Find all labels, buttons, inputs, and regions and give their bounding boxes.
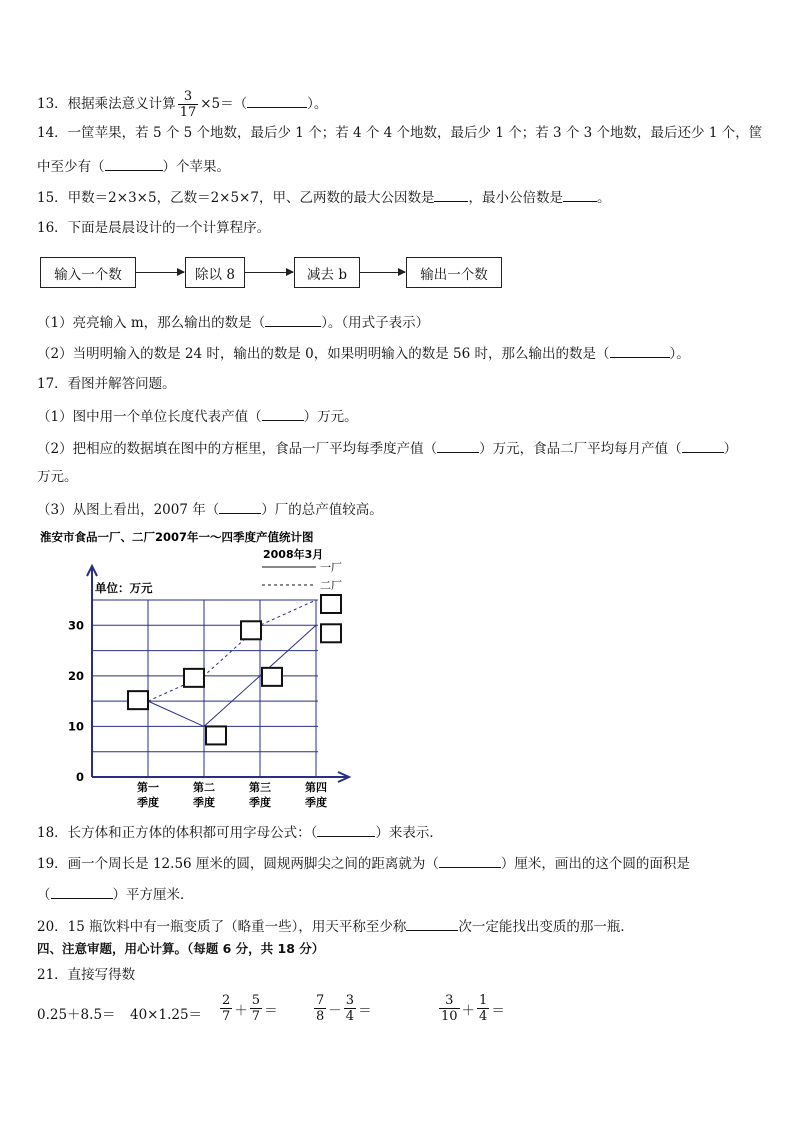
- question-14-line-2: [37, 156, 230, 176]
- q16-p1-text-a: （1）亮亮输入 m，那么输出的数是（: [37, 315, 266, 331]
- question-16-part-2: [37, 343, 690, 363]
- answer-blank[interactable]: [434, 187, 468, 202]
- question-14-line-1: 14．一筐苹果，若 5 个 5 个地数，最后少 1 个；若 4 个 4 个地数，最后少 1 个；若 3 个 3 个地数，最后还少 1 个，筐: [37, 125, 763, 141]
- operator: －: [328, 1002, 342, 1019]
- question-20: [37, 916, 634, 936]
- question-17-part-2: [37, 438, 737, 458]
- q17-p2-text-c: ）: [723, 441, 738, 457]
- data-label-box: [241, 621, 261, 639]
- answer-blank[interactable]: [610, 343, 670, 358]
- fraction: [477, 993, 489, 1024]
- fraction-denominator: 8: [316, 1009, 325, 1024]
- fraction: [178, 89, 199, 120]
- q14-text-b: ）个苹果。: [162, 159, 230, 175]
- fraction: [439, 993, 460, 1024]
- fraction-denominator: 4: [345, 1009, 355, 1024]
- q19-text-c: （: [37, 887, 51, 903]
- data-label-box: [184, 669, 204, 687]
- data-label-box: [206, 726, 226, 744]
- x-tick-label: 第一: [137, 781, 159, 794]
- fraction: [344, 993, 356, 1024]
- fraction-denominator: 7: [251, 1009, 261, 1024]
- q13-text-c: ）。: [307, 96, 328, 112]
- data-label-box: [262, 668, 282, 686]
- x-tick-label: 季度: [249, 796, 271, 809]
- question-17-part-1: [37, 406, 358, 426]
- fraction-denominator: 4: [479, 1009, 488, 1024]
- answer-blank[interactable]: [265, 312, 321, 327]
- flow-arrow: [136, 272, 184, 273]
- answer-blank[interactable]: [439, 853, 501, 868]
- x-tick-label: 第二: [193, 781, 215, 794]
- q19-text-b: ）厘米，画出的这个圆的面积是: [500, 856, 690, 872]
- equals-sign: ＝: [264, 1002, 278, 1019]
- question-13: [37, 89, 327, 120]
- q17-p1-text-a: （1）图中用一个单位长度代表产值（: [37, 409, 262, 425]
- line-chart: [0, 525, 794, 815]
- fraction: [250, 993, 262, 1024]
- legend-label-1: 一厂: [320, 561, 342, 574]
- q15-text-c: 。: [596, 190, 611, 206]
- equals-sign: ＝: [358, 1002, 372, 1019]
- flow-arrow: [245, 272, 293, 273]
- x-tick-label: 第四: [305, 781, 327, 794]
- q18-text-a: 18．长方体和正方体的体积都可用字母公式：（: [37, 825, 318, 841]
- fraction-denominator: 17: [179, 105, 197, 120]
- q16-p2-text-a: （2）当明明输入的数是 24 时，输出的数是 0，如果明明输入的数是 56 时，那么输出的数是（: [37, 346, 610, 362]
- q15-text-b: ，最小公倍数是: [468, 190, 563, 206]
- y-tick-label: 30: [67, 618, 84, 633]
- operator: ＋: [461, 1002, 476, 1019]
- equals-sign: ＝: [491, 1002, 505, 1019]
- answer-blank[interactable]: [247, 93, 307, 108]
- flow-box-subtract: 减去 b: [294, 257, 360, 288]
- fraction-denominator: 7: [222, 1009, 231, 1024]
- calc-item-4: [312, 993, 372, 1024]
- data-label-box: [321, 624, 341, 642]
- q14-text-a: 中至少有（: [37, 159, 105, 175]
- fraction-numerator: 1: [479, 993, 488, 1008]
- question-17-title: 17．看图并解答问题。: [37, 376, 176, 392]
- answer-blank[interactable]: [219, 499, 261, 514]
- answer-blank[interactable]: [437, 438, 479, 453]
- q13-text: 13．根据乘法意义计算: [37, 96, 176, 112]
- q17-p1-text-b: ）万元。: [303, 409, 358, 425]
- x-tick-label: 季度: [137, 796, 159, 809]
- fraction-numerator: 3: [183, 89, 193, 104]
- q16-p2-text-b: ）。: [669, 346, 690, 362]
- fraction: [314, 993, 326, 1024]
- question-17-part-2-cont: 万元。: [37, 469, 78, 485]
- flow-box-divide: 除以 8: [185, 257, 245, 288]
- question-21-title: 21．直接写得数: [37, 967, 136, 983]
- fraction-numerator: 3: [445, 993, 454, 1008]
- answer-blank[interactable]: [262, 406, 304, 421]
- q18-text-b: ）来表示．: [375, 825, 443, 841]
- question-16-part-1: [37, 312, 429, 332]
- q13-text-b: ×5＝（: [200, 96, 248, 112]
- chart-subtitle: 2008年3月: [263, 548, 324, 561]
- fraction-numerator: 5: [251, 993, 261, 1008]
- q19-text-a: 19．画一个周长是 12.56 厘米的圆，圆规两脚尖之间的距离就为（: [37, 856, 439, 872]
- legend-label-2: 二厂: [320, 579, 342, 592]
- y-tick-label: 0: [75, 770, 84, 784]
- calc-item-1: 0.25＋8.5＝: [37, 1007, 116, 1023]
- x-tick-label: 季度: [193, 796, 215, 809]
- question-18: [37, 822, 443, 842]
- q17-p2-text-a: （2）把相应的数据填在图中的方框里，食品一厂平均每季度产值（: [37, 441, 438, 457]
- answer-blank[interactable]: [406, 916, 458, 931]
- q20-text-a: 20．15 瓶饮料中有一瓶变质了（略重一些），用天平称至少称: [37, 919, 407, 935]
- calc-item-3: [218, 993, 278, 1024]
- flow-box-input: 输入一个数: [40, 257, 136, 288]
- calc-item-2: 40×1.25＝: [130, 1007, 203, 1023]
- q17-p3-text-b: ）厂的总产值较高。: [261, 502, 383, 518]
- question-19-line-1: [37, 853, 690, 873]
- fraction-numerator: 2: [222, 993, 231, 1008]
- question-15: [37, 187, 610, 207]
- y-tick-label: 10: [67, 719, 84, 734]
- q20-text-b: 次一定能找出变质的那一瓶．: [458, 919, 634, 935]
- answer-blank[interactable]: [563, 187, 597, 202]
- fraction-numerator: 3: [345, 993, 355, 1008]
- q16-p1-text-b: ）。（用式子表示）: [321, 315, 430, 331]
- fraction-denominator: 10: [441, 1009, 458, 1024]
- data-label-box: [321, 595, 341, 613]
- calc-item-5: [437, 993, 505, 1024]
- q19-text-d: ）平方厘米．: [112, 887, 194, 903]
- q17-p3-text-a: （3）从图上看出，2007 年（: [37, 502, 220, 518]
- data-label-box: [128, 691, 148, 709]
- operator: ＋: [234, 1002, 248, 1019]
- answer-blank[interactable]: [105, 156, 163, 171]
- question-16-title: 16．下面是晨晨设计的一个计算程序。: [37, 220, 271, 236]
- q17-p2-text-b: ）万元，食品二厂平均每月产值（: [479, 441, 682, 457]
- answer-blank[interactable]: [317, 822, 375, 837]
- flow-box-output: 输出一个数: [406, 257, 502, 288]
- question-17-part-3: [37, 499, 383, 519]
- fraction: [220, 993, 232, 1024]
- x-tick-label: 第三: [249, 781, 271, 794]
- question-19-line-2: [37, 884, 194, 904]
- fraction-numerator: 7: [316, 993, 325, 1008]
- answer-blank[interactable]: [682, 438, 724, 453]
- answer-blank[interactable]: [51, 884, 113, 899]
- q15-text-a: 15．甲数＝2×3×5，乙数＝2×5×7，甲、乙两数的最大公因数是: [37, 190, 435, 206]
- x-tick-label: 季度: [305, 796, 327, 809]
- y-tick-label: 20: [67, 668, 84, 683]
- chart-title: 淮安市食品一厂、二厂2007年一～四季度产值统计图: [40, 530, 314, 544]
- y-axis-label: 单位：万元: [95, 581, 153, 595]
- section-heading: 四、注意审题，用心计算。（每题 6 分，共 18 分）: [37, 941, 325, 956]
- flow-arrow: [360, 272, 405, 273]
